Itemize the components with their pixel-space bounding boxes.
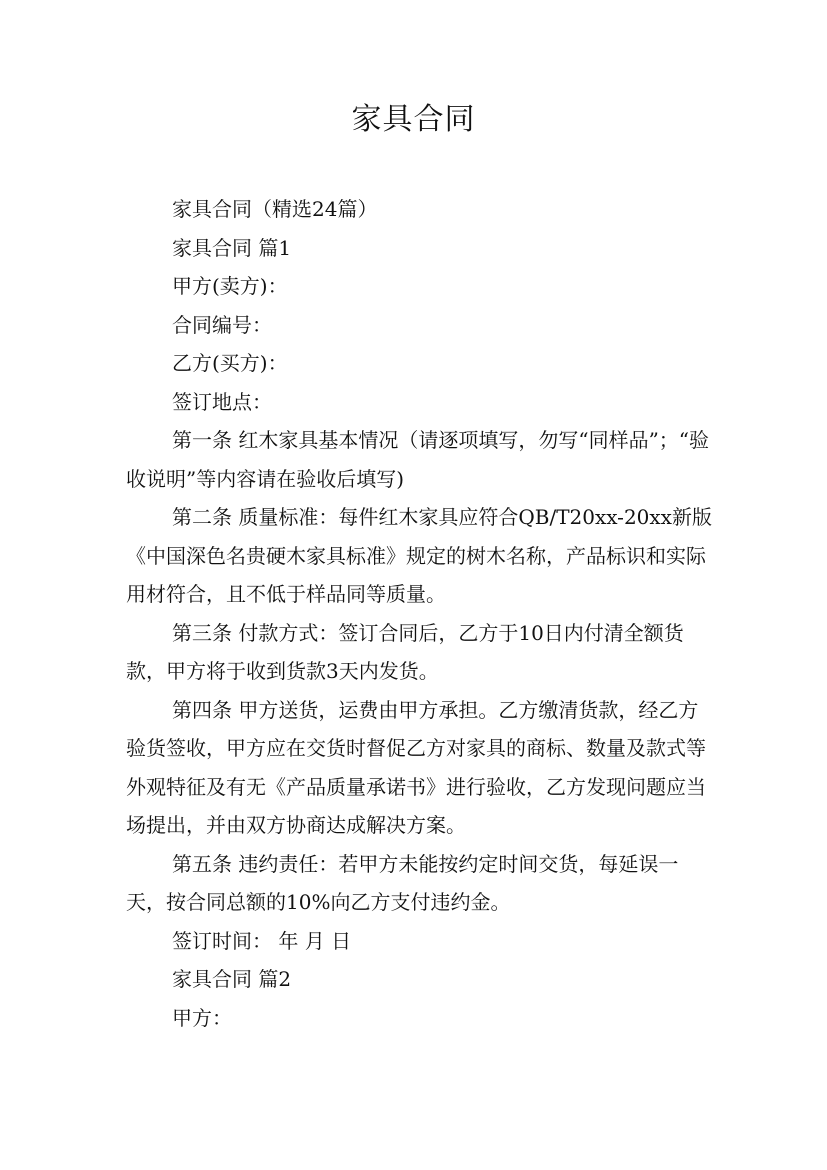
paragraph-signing-date: 签订时间： 年 月 日 [172,928,352,953]
paragraph-article-4: 第四条 甲方送货，运费由甲方承担。乙方缴清货款，经乙方验货签收，甲方应在交货时督促乙方对家具的商标、数量及款式等外观特征及有无《产品质量承诺书》进行验收，乙方发现问题应当场提出，并由双方协商达成解决方案。 [126,697,706,837]
document-body [126,190,718,1037]
paragraph-party-a-seller: 甲方(卖方)： [172,274,288,298]
paragraph-party-a: 甲方： [172,1005,232,1030]
paragraph-collection-heading: 家具合同（精选24篇） [172,197,378,221]
paragraph-signing-place: 签订地点： [172,389,272,414]
paragraph-party-b-buyer: 乙方(买方)： [172,351,288,375]
paragraph-article-3: 第三条 付款方式：签订合同后，乙方于10日内付清全额货款，甲方将于收到货款3天内发货。 [126,620,684,683]
paragraph-article-5: 第五条 违约责任：若甲方未能按约定时间交货，每延误一天，按合同总额的10%向乙方支付违约金。 [126,851,679,914]
paragraph-contract-number: 合同编号： [172,312,272,337]
paragraph-section-1-heading: 家具合同 篇1 [172,235,292,260]
document-title: 家具合同 [351,102,476,137]
paragraph-article-1: 第一条 红木家具基本情况（请逐项填写，勿写“同样品”；“验收说明”等内容请在验收后填写) [126,428,710,491]
paragraph-section-2-heading: 家具合同 篇2 [172,967,292,991]
paragraph-article-2: 第二条 质量标准：每件红木家具应符合QB/T20xx-20xx新版《中国深色名贵硬木家具标准》规定的树木名称，产品标识和实际用材符合，且不低于样品同等质量。 [126,505,712,606]
